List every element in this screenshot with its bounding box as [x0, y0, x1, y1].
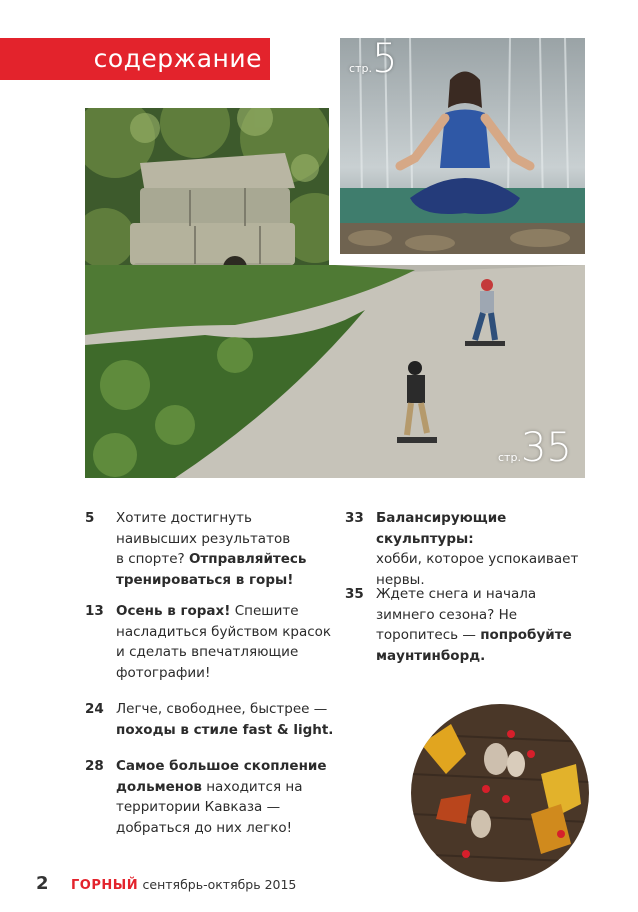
toc-line: Хотите достигнуть — [116, 510, 252, 526]
toc-line: Ждете снега и начала — [376, 586, 537, 602]
toc-line: в спорте? Отправляйтесь — [116, 551, 307, 567]
toc-line: маунтинборд. — [376, 647, 486, 664]
footer — [36, 873, 296, 894]
toc-line: дольменов находится на — [116, 778, 303, 795]
toc-line: торопитесь — попробуйте — [376, 627, 572, 643]
toc-line: Осень в горах! Спешите — [116, 603, 299, 619]
toc-line: хобби, которое успокаивает — [376, 551, 579, 567]
page-ref-yoga: стр.5 — [349, 36, 398, 82]
issue-date: сентябрь-октябрь 2015 — [142, 877, 297, 892]
magazine-name: ГОРНЫЙ — [70, 878, 139, 893]
toc-line: и сделать впечатляющие — [116, 644, 299, 660]
page-title: содержание — [93, 44, 262, 73]
toc-line: насладиться буйством красок — [116, 623, 332, 640]
toc-line: Балансирующие скульптуры: — [376, 510, 507, 547]
autumn-leaves-photo — [411, 704, 589, 882]
toc-line: Легче, свободнее, быстрее — — [116, 701, 328, 717]
toc-line: территории Кавказа — — [116, 799, 281, 815]
toc-line: тренироваться в горы! — [116, 571, 294, 588]
page-ref-mountainboard: стр.35 — [498, 425, 572, 471]
toc-line: наивысших результатов — [116, 530, 291, 547]
toc-line: нервы. — [376, 571, 425, 588]
toc-line: походы в стиле fast & light. — [116, 721, 334, 738]
toc-line: фотографии! — [116, 664, 211, 681]
toc-line: добраться до них легко! — [116, 819, 293, 836]
toc-line: Самое большое скопление — [116, 758, 327, 774]
page-number: 2 — [36, 873, 49, 894]
toc-line: зимнего сезона? Не — [376, 606, 518, 623]
